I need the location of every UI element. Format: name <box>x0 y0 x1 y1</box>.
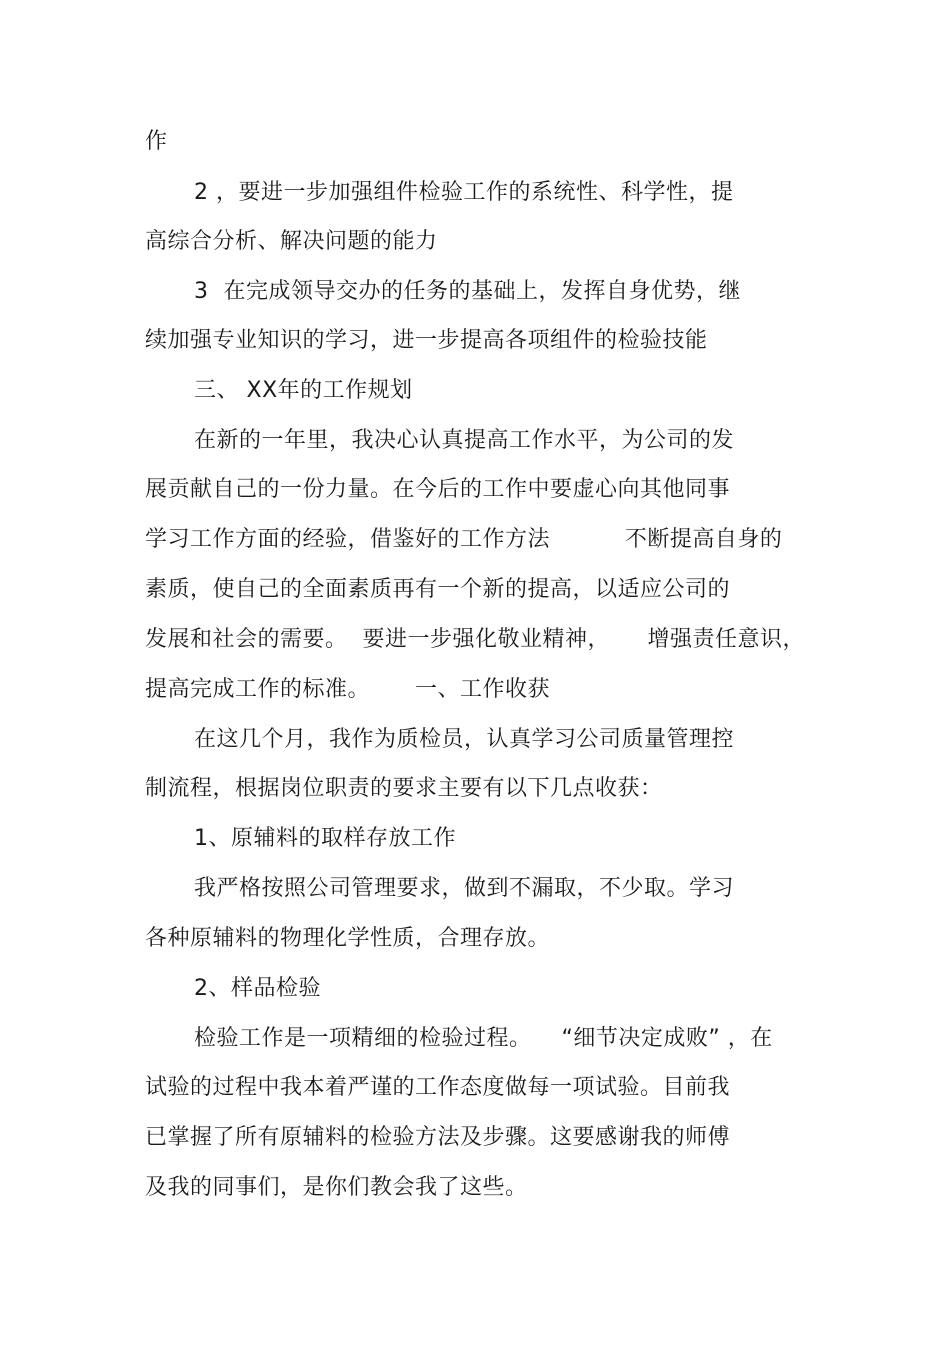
text-line: 高综合分析、解决问题的能力 <box>145 229 438 254</box>
text-line: 及我的同事们，是你们教会我了这些。 <box>145 1175 528 1200</box>
text-line: 试验的过程中我本着严谨的工作态度做每一项试验。目前我 <box>145 1075 731 1100</box>
text-line: 学习工作方面的经验，借鉴好的工作方法 不断提高自身的 <box>145 527 783 552</box>
text-line: 发展和社会的需要。 要进一步强化敬业精神， 增强责任意识， <box>145 627 805 652</box>
subheading: 2、样品检验 <box>194 976 321 1001</box>
text-line: 在新的一年里，我决心认真提高工作水平，为公司的发 <box>194 428 735 453</box>
text-line: 素质，使自己的全面素质再有一个新的提高，以适应公司的 <box>145 577 731 602</box>
text-line: 制流程，根据岗位职责的要求主要有以下几点收获： <box>145 776 663 801</box>
text-line: 3 在完成领导交办的任务的基础上，发挥自身优势，继 <box>194 279 741 304</box>
text-line: 我严格按照公司管理要求，做到不漏取，不少取。学习 <box>194 876 735 901</box>
text-line: 检验工作是一项精细的检验过程。 “细节决定成败” ，在 <box>194 1026 773 1051</box>
text-line: 提高完成工作的标准。 一、工作收获 <box>145 677 550 702</box>
text-line: 续加强专业知识的学习，进一步提高各项组件的检验技能 <box>145 328 708 353</box>
text-line: 展贡献自己的一份力量。在今后的工作中要虚心向其他同事 <box>145 477 731 502</box>
section-heading: 三、 XX年的工作规划 <box>194 378 413 403</box>
text-line: 作 <box>145 129 168 154</box>
text-line: 已掌握了所有原辅料的检验方法及步骤。这要感谢我的师傅 <box>145 1125 731 1150</box>
text-line: 2 ，要进一步加强组件检验工作的系统性、科学性，提 <box>194 180 734 205</box>
subheading: 1、原辅料的取样存放工作 <box>194 826 456 851</box>
text-line: 各种原辅料的物理化学性质，合理存放。 <box>145 926 551 951</box>
text-line: 在这几个月，我作为质检员，认真学习公司质量管理控 <box>194 727 735 752</box>
